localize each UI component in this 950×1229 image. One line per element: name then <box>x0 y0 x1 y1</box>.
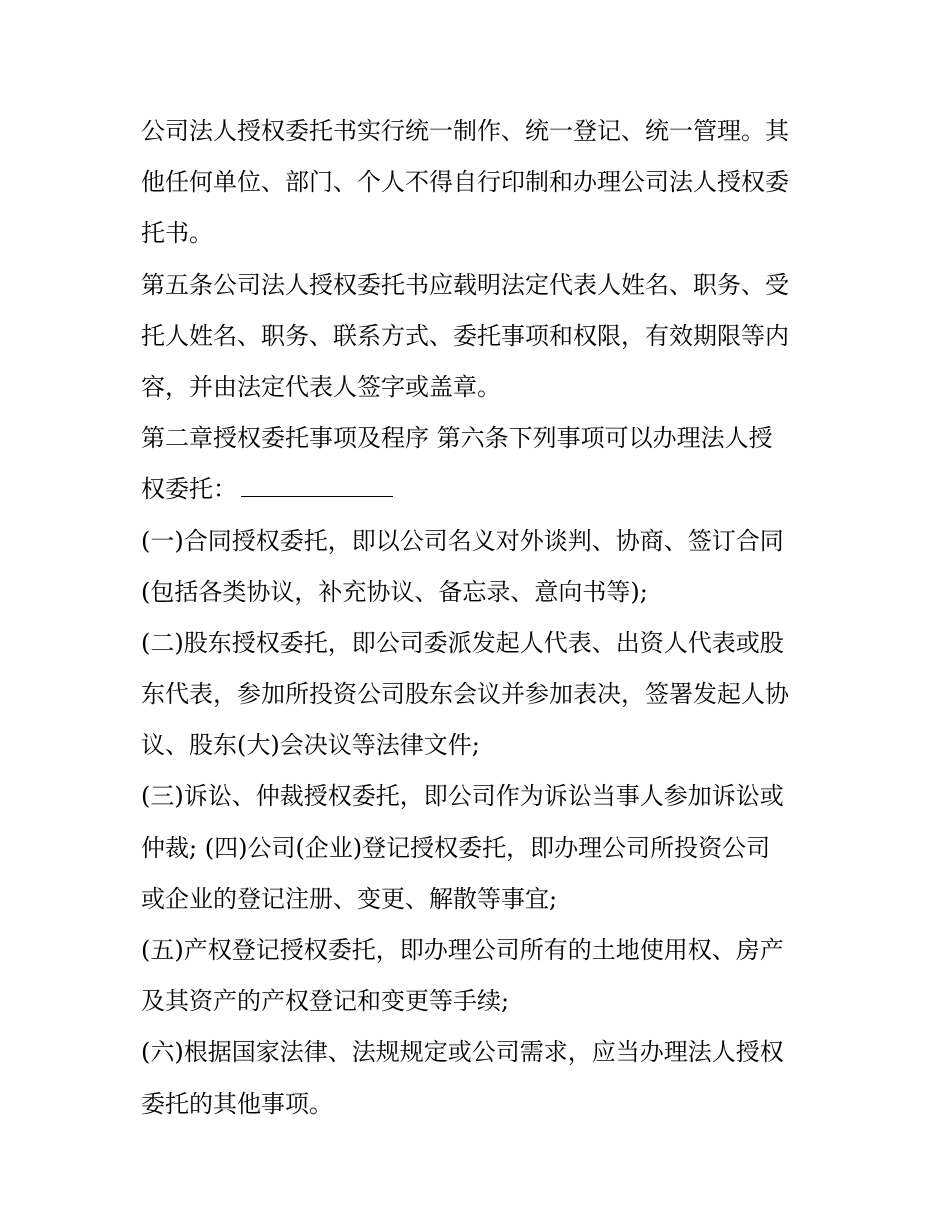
text-line: (包括各类协议，补充协议、备忘录、意向书等); <box>141 577 648 606</box>
text-line: (一)合同授权委托，即以公司名义对外谈判、协商、签订合同 <box>141 526 784 555</box>
text-line: 第五条公司法人授权委托书应载明法定代表人姓名、职务、受 <box>141 270 789 299</box>
text-line: 他任何单位、部门、个人不得自行印制和办理公司法人授权委 <box>141 168 789 197</box>
fill-in-blank <box>241 474 393 497</box>
text-line: 容，并由法定代表人签字或盖章。 <box>141 372 501 401</box>
text-line: 委托的其他事项。 <box>141 1089 333 1118</box>
text-line: 第二章授权委托事项及程序 第六条下列事项可以办理法人授 <box>141 424 773 453</box>
text-line-with-blank <box>141 464 831 515</box>
document-body <box>141 106 831 1130</box>
text-line: 或企业的登记注册、变更、解散等事宜; <box>141 884 558 913</box>
text-line: (六)根据国家法律、法规规定或公司需求，应当办理法人授权 <box>141 1038 784 1067</box>
text-line: (五)产权登记授权委托，即办理公司所有的土地使用权、房产 <box>141 936 784 964</box>
text-line: 议、股东(大)会决议等法律文件; <box>141 731 480 760</box>
text-line: (三)诉讼、仲裁授权委托，即公司作为诉讼当事人参加诉讼或 <box>141 782 784 811</box>
text-line: 东代表，参加所投资公司股东会议并参加表决，签署发起人协 <box>141 680 789 709</box>
text-line: 仲裁; (四)公司(企业)登记授权委托，即办理公司所投资公司 <box>141 833 771 862</box>
text-line: 托人姓名、职务、联系方式、委托事项和权限，有效期限等内 <box>141 321 789 350</box>
text-line: 公司法人授权委托书实行统一制作、统一登记、统一管理。其 <box>141 117 789 145</box>
text-line: 及其资产的产权登记和变更等手续; <box>141 987 510 1016</box>
text-line: (二)股东授权委托，即公司委派发起人代表、出资人代表或股 <box>141 628 784 657</box>
text-line-label: 权委托： <box>141 475 237 504</box>
text-line: 托书。 <box>141 219 213 248</box>
